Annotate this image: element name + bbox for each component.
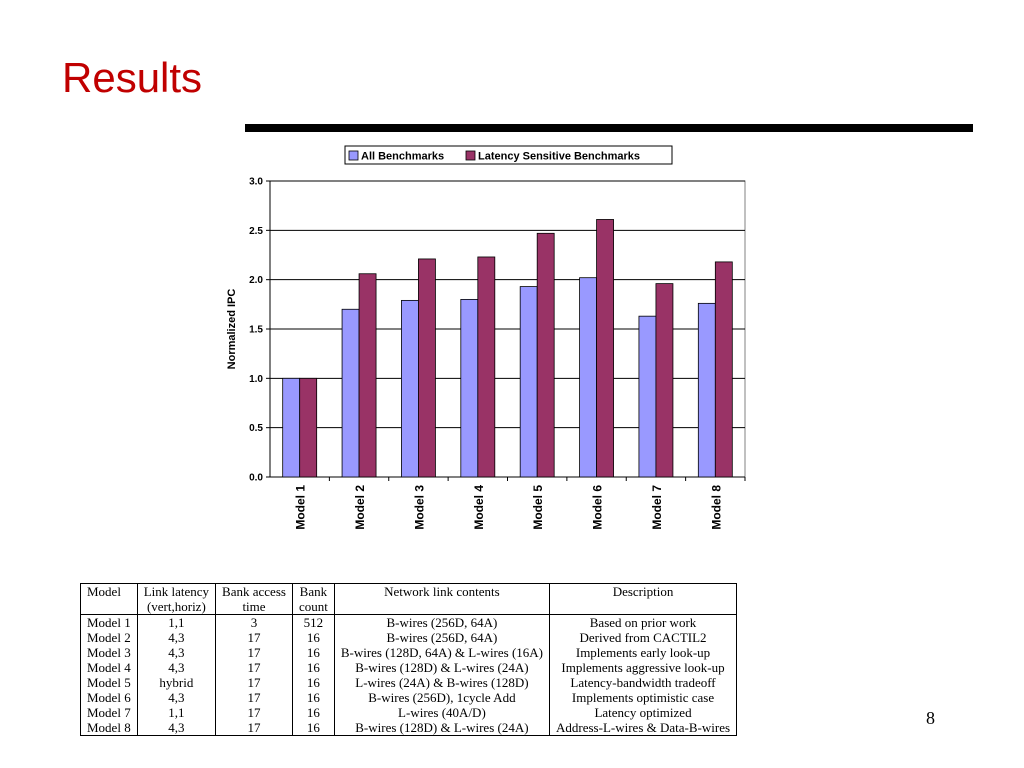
table-cell: 4,3 [137,720,215,736]
table-cell: B-wires (128D, 64A) & L-wires (16A) [334,645,549,660]
bar-latency-sensitive [359,274,376,477]
legend-swatch [349,151,358,160]
bar-latency-sensitive [715,262,732,477]
table-cell: Latency-bandwidth tradeoff [550,675,737,690]
table-header-line [87,599,131,614]
x-tick-label: Model 1 [293,485,308,530]
table-header-line: Model [87,584,121,599]
table-cell: Model 4 [81,660,138,675]
y-tick-label: 0.0 [249,472,263,484]
table-cell: 17 [216,720,293,736]
table-header-line: Bank [299,584,328,599]
table-cell: B-wires (256D, 64A) [334,630,549,645]
table-cell: 16 [292,675,334,690]
table-row [81,615,737,631]
x-tick-label: Model 6 [590,485,605,530]
y-tick-label: 2.0 [249,275,263,287]
table-cell: 17 [216,630,293,645]
table-header-cell [292,584,334,615]
table-header-line [556,599,730,614]
table-row [81,645,737,660]
table-header-cell [216,584,293,615]
table-header-line: Bank access [222,584,286,599]
table-cell: hybrid [137,675,215,690]
legend-label: All Benchmarks [361,150,445,163]
bar-all-benchmarks [698,303,715,477]
bar-latency-sensitive [656,284,673,477]
bar-all-benchmarks [342,309,359,477]
bar-latency-sensitive [478,257,495,477]
table-cell: 16 [292,720,334,736]
table-header-line: Link latency [143,584,210,599]
title-divider [245,124,973,132]
table-cell: 1,1 [137,705,215,720]
x-tick-label: Model 7 [649,485,664,530]
table-cell: B-wires (128D) & L-wires (24A) [334,720,549,736]
bar-all-benchmarks [461,299,478,477]
slide-title: Results [62,54,203,101]
table-cell: B-wires (256D, 64A) [334,615,549,631]
table-cell: 16 [292,645,334,660]
table-cell: Model 5 [81,675,138,690]
legend-label: Latency Sensitive Benchmarks [478,150,641,163]
legend-swatch [466,151,475,160]
table-header-cell [550,584,737,615]
page-number: 8 [926,708,935,728]
table-header-row [81,584,737,615]
bar-all-benchmarks [401,300,418,477]
table-header-line: Description [612,584,674,599]
x-tick-label: Model 5 [531,485,546,530]
table-cell: 17 [216,645,293,660]
table-header-cell [137,584,215,615]
x-tick-label: Model 3 [412,485,427,530]
table-row [81,630,737,645]
table-cell: B-wires (256D), 1cycle Add [334,690,549,705]
table-cell: 4,3 [137,660,215,675]
table-cell: 16 [292,690,334,705]
table-cell: Implements aggressive look-up [550,660,737,675]
bar-latency-sensitive [537,233,554,477]
table-cell: B-wires (128D) & L-wires (24A) [334,660,549,675]
table-cell: Model 7 [81,705,138,720]
table-row [81,660,737,675]
table-cell: Model 6 [81,690,138,705]
table-cell: Model 1 [81,615,138,631]
table-header-line [341,599,543,614]
table-header-line: Network link contents [384,584,500,599]
table-cell: 4,3 [137,645,215,660]
table-cell: L-wires (40A/D) [334,705,549,720]
table-cell: Model 3 [81,645,138,660]
table-row [81,690,737,705]
y-tick-label: 1.5 [249,324,263,336]
table-row [81,720,737,736]
bar-latency-sensitive [597,219,614,477]
table-cell: 3 [216,615,293,631]
table-cell: Derived from CACTIL2 [550,630,737,645]
table-cell: 512 [292,615,334,631]
table-cell: Latency optimized [550,705,737,720]
table-cell: 16 [292,705,334,720]
table-cell: Model 2 [81,630,138,645]
x-tick-label: Model 4 [471,485,486,530]
table-row [81,675,737,690]
table-cell: 4,3 [137,690,215,705]
table-cell: Implements early look-up [550,645,737,660]
x-tick-label: Model 8 [709,485,724,530]
bar-all-benchmarks [283,378,300,477]
bar-all-benchmarks [639,316,656,477]
table-header-line: (vert,horiz) [146,599,206,614]
table-cell: Model 8 [81,720,138,736]
y-tick-label: 3.0 [249,176,263,188]
table-header-cell [334,584,549,615]
bar-latency-sensitive [300,378,317,477]
table-header-line: count [298,599,328,614]
bar-all-benchmarks [520,287,537,477]
table-cell: 16 [292,630,334,645]
ipc-bar-chart [220,140,760,560]
table-cell: Implements optimistic case [550,690,737,705]
table-cell: 17 [216,705,293,720]
model-configuration-table [80,583,737,736]
table-header-cell [81,584,138,615]
table-header-line: time [242,599,266,614]
table-cell: L-wires (24A) & B-wires (128D) [334,675,549,690]
table-cell: 17 [216,690,293,705]
y-tick-label: 2.5 [249,225,263,237]
table-cell: Address-L-wires & Data-B-wires [550,720,737,736]
table-cell: 1,1 [137,615,215,631]
y-tick-label: 0.5 [249,423,263,435]
bar-latency-sensitive [418,259,435,477]
table-cell: 17 [216,660,293,675]
x-tick-label: Model 2 [353,485,368,530]
y-axis-label: Normalized IPC [226,288,238,370]
table-cell: 16 [292,660,334,675]
table-cell: 17 [216,675,293,690]
bar-all-benchmarks [580,278,597,477]
table-row [81,705,737,720]
y-tick-label: 1.0 [249,373,263,385]
table-cell: 4,3 [137,630,215,645]
table-cell: Based on prior work [550,615,737,631]
